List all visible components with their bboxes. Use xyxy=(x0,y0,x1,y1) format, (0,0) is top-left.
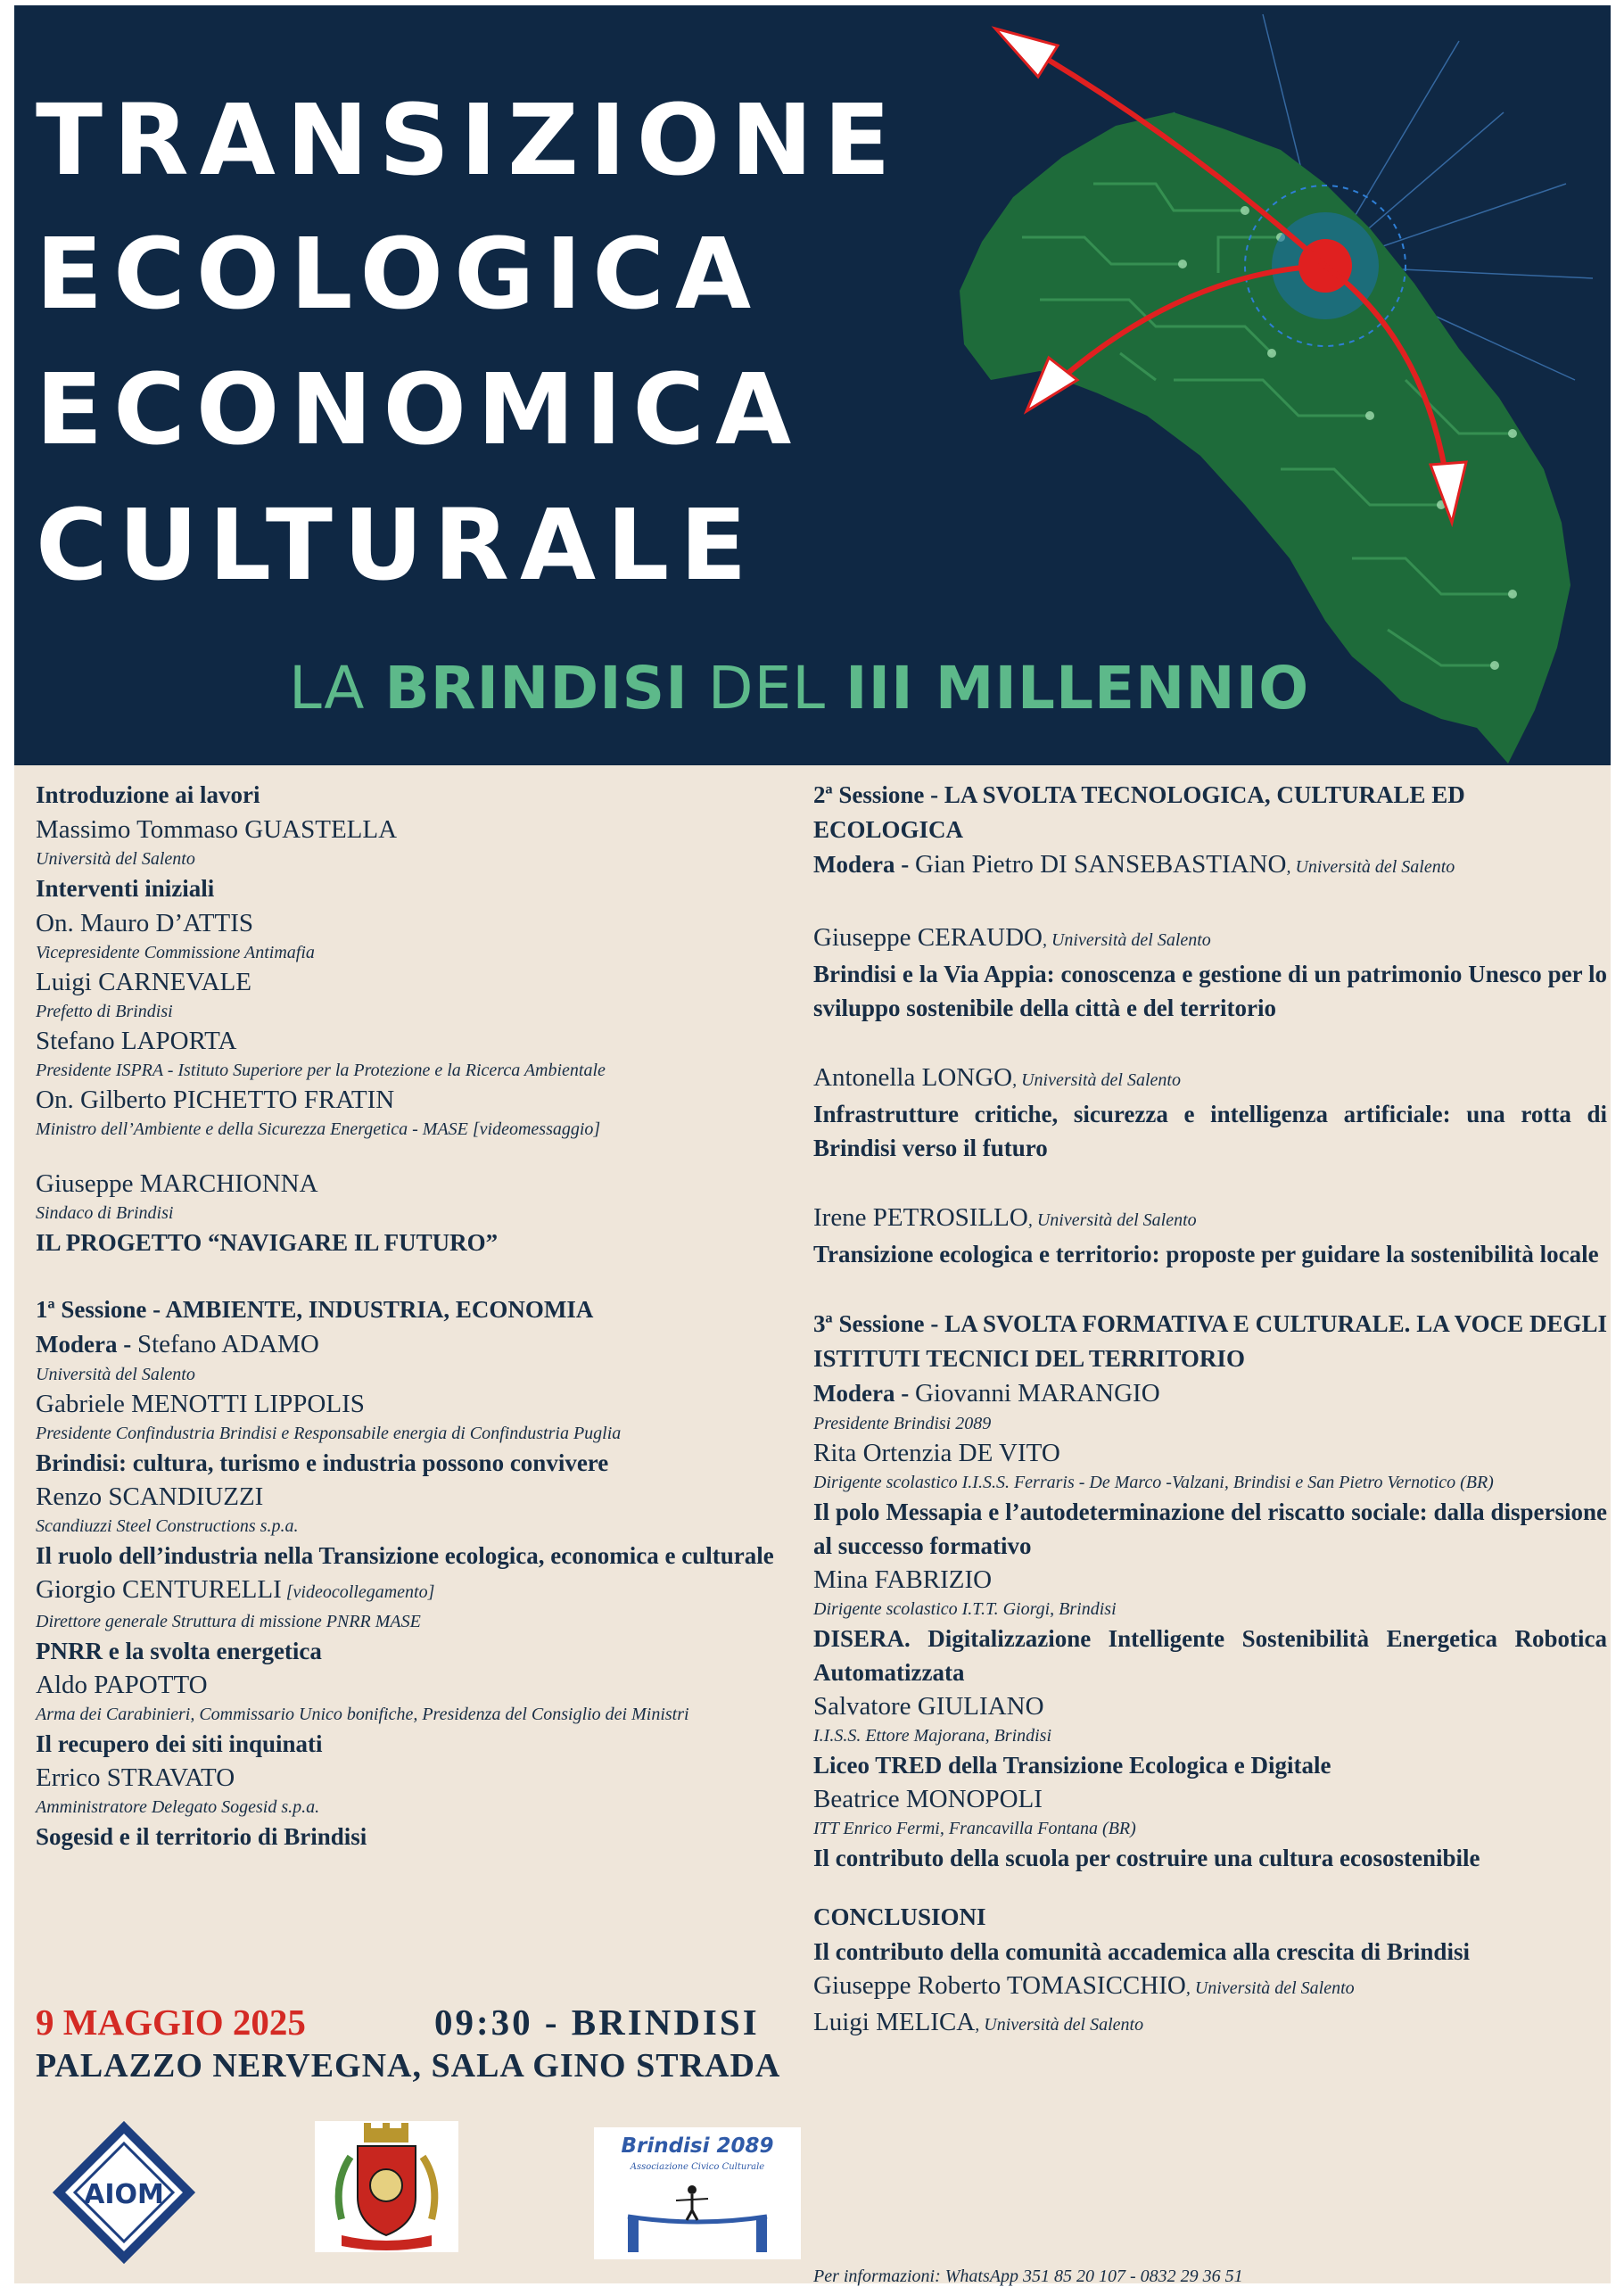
subtitle-part-1: LA xyxy=(289,654,385,722)
subtitle-part-4: III MILLENNIO xyxy=(845,654,1310,722)
talk-title: Il contributo della comunità accademica alla crescita di Brindisi xyxy=(813,1938,1470,1965)
event-time-city: 09:30 - BRINDISI xyxy=(434,2002,760,2043)
speaker-name: Antonella LONGO xyxy=(813,1063,1013,1092)
speaker-name: Errico STRAVATO xyxy=(36,1763,235,1792)
talk-title: Il contributo della scuola per costruire una cultura ecosostenibile xyxy=(813,1845,1480,1871)
speaker-name: On. Mauro D’ATTIS xyxy=(36,909,254,937)
speaker-affiliation: , Università del Salento xyxy=(1012,1070,1181,1090)
moderator-name: Giovanni MARANGIO xyxy=(914,1379,1160,1408)
moderator-name: Stefano ADAMO xyxy=(136,1330,319,1358)
speaker-name: Gabriele MENOTTI LIPPOLIS xyxy=(36,1390,365,1418)
session-2-moderator xyxy=(813,847,1607,885)
header-banner xyxy=(14,5,1611,765)
speaker-line xyxy=(813,2005,1607,2042)
moderator-affiliation: , Università del Salento xyxy=(1286,857,1455,877)
speaker-name: Renzo SCANDIUZZI xyxy=(36,1482,264,1511)
speaker-name: Massimo Tommaso GUASTELLA xyxy=(36,815,398,844)
session-1-heading: 1ª Sessione - AMBIENTE, INDUSTRIA, ECONOMIA xyxy=(36,1296,594,1323)
talk-title: Liceo TRED della Transizione Ecologica e Digitale xyxy=(813,1752,1331,1779)
tightrope-walker-icon xyxy=(594,2127,801,2259)
title-line-2: ECOLOGICA xyxy=(36,217,763,331)
speaker-affiliation: , Università del Salento xyxy=(1027,1210,1197,1230)
speaker-name xyxy=(36,1573,785,1609)
intro-heading: Introduzione ai lavori xyxy=(36,781,260,808)
moderator-affiliation: Università del Salento xyxy=(36,1365,195,1384)
speaker-role: I.I.S.S. Ettore Majorana, Brindisi xyxy=(813,1726,1052,1746)
speaker-role: Scandiuzzi Steel Constructions s.p.a. xyxy=(36,1516,299,1536)
moderator-name: Gian Pietro DI SANSEBASTIANO xyxy=(914,850,1287,879)
program-section xyxy=(14,765,1611,2286)
speaker-name: On. Gilberto PICHETTO FRATIN xyxy=(36,1086,395,1114)
speaker-role: Dirigente scolastico I.T.T. Giorgi, Brindisi xyxy=(813,1599,1117,1619)
subtitle-part-3: DEL xyxy=(688,654,846,722)
speaker-name: Mina FABRIZIO xyxy=(813,1565,993,1594)
brindisi-2089-logo xyxy=(594,2127,801,2259)
speaker-name: Irene PETROSILLO xyxy=(813,1203,1028,1232)
talk-title: Transizione ecologica e territorio: proposte per guidare la sostenibilità locale xyxy=(813,1241,1599,1267)
speaker-line xyxy=(813,1969,1607,2005)
speaker-role: Prefetto di Brindisi xyxy=(36,1002,173,1021)
speaker-affiliation: Università del Salento xyxy=(36,849,195,869)
aiom-logo xyxy=(52,2120,196,2265)
speaker-affiliation: , Università del Salento xyxy=(975,2015,1144,2035)
speaker-line xyxy=(813,1201,1607,1237)
comune-brindisi-coat-of-arms xyxy=(315,2121,458,2252)
talk-title: Il ruolo dell’industria nella Transizione ecologica, economica e culturale xyxy=(36,1542,774,1569)
moderator-prefix: Modera - xyxy=(36,1331,137,1358)
speaker-role: Presidente ISPRA - Istituto Superiore per la Protezione e la Ricerca Ambientale xyxy=(36,1061,606,1080)
title-line-4: CULTURALE xyxy=(36,488,758,602)
brindisi-2089-subtitle: Associazione Civico Culturale xyxy=(630,2162,765,2172)
speaker-name: Giuseppe MARCHIONNA xyxy=(36,1169,318,1198)
title-line-3: ECONOMICA xyxy=(36,352,803,466)
event-date: 9 MAGGIO 2025 xyxy=(36,2002,306,2043)
speaker-role: Sindaco di Brindisi xyxy=(36,1203,174,1223)
talk-title: Il polo Messapia e l’autodeterminazione del riscatto sociale: dalla dispersione al successo formativo xyxy=(813,1499,1607,1559)
speaker-name: Luigi CARNEVALE xyxy=(36,968,251,996)
title-line-1: TRANSIZIONE xyxy=(36,83,902,197)
talk-title: Infrastrutture critiche, sicurezza e intelligenza artificiale: una rotta di Brindisi verso il futuro xyxy=(813,1101,1607,1161)
session-3-moderator xyxy=(813,1376,1607,1411)
speaker-role: Arma dei Carabinieri, Commissario Unico bonifiche, Presidenza del Consiglio dei Ministri xyxy=(36,1705,689,1724)
speaker-role: Presidente Confindustria Brindisi e Responsabile energia di Confindustria Puglia xyxy=(36,1424,622,1443)
speaker-role: Dirigente scolastico I.I.S.S. Ferraris - De Marco -Valzani, Brindisi e San Pietro Vernotico (BR) xyxy=(813,1473,1494,1492)
moderator-affiliation: Presidente Brindisi 2089 xyxy=(813,1414,992,1433)
talk-title: Il recupero dei siti inquinati xyxy=(36,1730,323,1757)
talk-title: PNRR e la svolta energetica xyxy=(36,1638,322,1664)
talk-title: Brindisi: cultura, turismo e industria possono convivere xyxy=(36,1449,609,1476)
talk-title: Brindisi e la Via Appia: conoscenza e gestione di un patrimonio Unesco per lo sviluppo sostenibile della città e del territorio xyxy=(813,961,1607,1021)
speaker-role: Vicepresidente Commissione Antimafia xyxy=(36,943,315,962)
speaker-line xyxy=(813,921,1607,957)
speaker-name: Salvatore GIULIANO xyxy=(813,1692,1044,1721)
subtitle xyxy=(289,654,1309,722)
event-date-time xyxy=(36,2000,785,2044)
speaker-name: Stefano LAPORTA xyxy=(36,1027,237,1055)
speaker-name: Aldo PAPOTTO xyxy=(36,1671,208,1699)
program-right-column xyxy=(813,778,1607,2042)
contact-info: Per informazioni: WhatsApp 351 85 20 107 - 0832 29 36 51 xyxy=(813,2266,1243,2286)
initial-talks-heading: Interventi iniziali xyxy=(36,875,215,902)
speaker-role: Amministratore Delegato Sogesid s.p.a. xyxy=(36,1797,320,1817)
speaker-name: Giuseppe Roberto TOMASICCHIO xyxy=(813,1971,1186,2000)
speaker-role: ITT Enrico Fermi, Francavilla Fontana (BR) xyxy=(813,1819,1136,1838)
moderator-prefix: Modera - xyxy=(813,851,915,878)
session-3-heading: 3ª Sessione - LA SVOLTA FORMATIVA E CULTURALE. LA VOCE DEGLI ISTITUTI TECNICI DEL TERRITORIO xyxy=(813,1310,1607,1372)
speaker-name: Giuseppe CERAUDO xyxy=(813,923,1043,952)
talk-title: Sogesid e il territorio di Brindisi xyxy=(36,1823,367,1850)
speaker-name-note: [videocollegamento] xyxy=(281,1582,435,1602)
session-2-heading: 2ª Sessione - LA SVOLTA TECNOLOGICA, CULTURALE ED ECOLOGICA xyxy=(813,781,1465,843)
speaker-affiliation: , Università del Salento xyxy=(1042,930,1211,950)
aiom-logo-text: AIOM xyxy=(84,2179,164,2210)
speaker-name: Rita Ortenzia DE VITO xyxy=(813,1439,1060,1467)
brindisi-2089-name: Brindisi 2089 xyxy=(621,2134,774,2158)
speaker-role: Ministro dell’Ambiente e della Sicurezza Energetica - MASE [videomessaggio] xyxy=(36,1119,601,1139)
talk-title: DISERA. Digitalizzazione Intelligente Sostenibilità Energetica Robotica Automatizzata xyxy=(813,1625,1607,1686)
conclusions-heading: CONCLUSIONI xyxy=(813,1903,986,1930)
speaker-name: Luigi MELICA xyxy=(813,2008,976,2036)
project-title: IL PROGETTO “NAVIGARE IL FUTURO” xyxy=(36,1229,499,1256)
speaker-role: Direttore generale Struttura di missione PNRR MASE xyxy=(36,1612,421,1631)
program-left-column xyxy=(36,778,785,1854)
speaker-name-text: Giorgio CENTURELLI xyxy=(36,1575,282,1604)
subtitle-part-2: BRINDISI xyxy=(384,654,688,722)
speaker-line xyxy=(813,1061,1607,1097)
moderator-prefix: Modera - xyxy=(813,1380,915,1407)
session-1-moderator xyxy=(36,1327,785,1362)
speaker-affiliation: , Università del Salento xyxy=(1185,1978,1355,1998)
event-venue: PALAZZO NERVEGNA, SALA GINO STRADA xyxy=(36,2047,781,2085)
speaker-name: Beatrice MONOPOLI xyxy=(813,1785,1043,1813)
